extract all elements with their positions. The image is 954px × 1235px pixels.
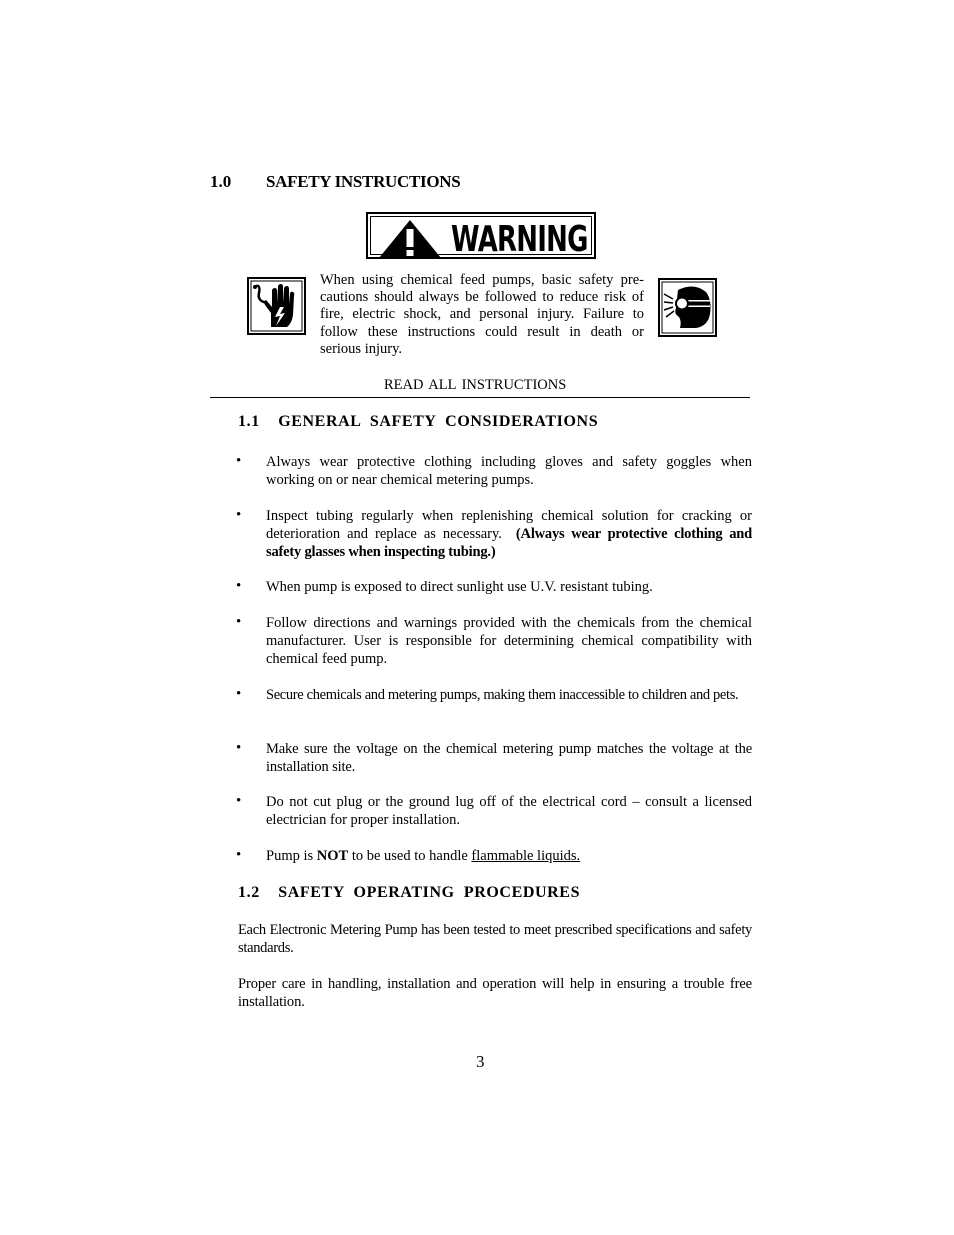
list-item — [236, 507, 752, 561]
operating-paragraph: Each Electronic Metering Pump has been tested to meet prescribed specifications and safety standards. — [238, 922, 752, 956]
bullet-icon: • — [236, 453, 242, 469]
list-item — [236, 847, 752, 865]
bullet-text: Always wear protective clothing including gloves and safety goggles when working on or near chemical metering pumps. — [266, 454, 752, 488]
page-number: 3 — [476, 1052, 485, 1071]
exclamation-triangle-icon — [377, 219, 443, 259]
bullet-text-underline: flammable liquids. — [471, 848, 581, 864]
list-item — [236, 793, 752, 829]
general-heading: 1.1 GENERAL SAFETY CONSIDERATIONS — [238, 413, 599, 430]
horizontal-rule — [210, 397, 750, 398]
bullet-text-pre: Pump is — [266, 848, 314, 864]
list-item — [236, 453, 752, 489]
warning-label: WARNING — [451, 219, 588, 260]
bullet-text: Do not cut plug or the ground lug off of the electrical cord – consult a licensed electrician for proper installation. — [266, 794, 752, 828]
list-item — [236, 578, 752, 596]
bullet-icon: • — [236, 686, 242, 702]
bullet-icon: • — [236, 740, 242, 756]
warning-banner — [366, 212, 596, 259]
bullet-text — [266, 847, 752, 865]
bullet-icon: • — [236, 847, 242, 863]
bullet-text: Make sure the voltage on the chemical metering pump matches the voltage at the installation site. — [266, 741, 752, 775]
bullet-icon: • — [236, 793, 242, 809]
section-number: 1.0 — [210, 172, 232, 191]
bullet-icon: • — [236, 578, 242, 594]
list-item — [236, 614, 752, 668]
electric-shock-hand-icon — [247, 277, 306, 335]
warning-text: When using chemical feed pumps, basic safety pre- cautions should always be followed to reduce risk of fire, electric shock, and personal injury. Failure to follow these instructions could result in death or serious injury. — [320, 272, 644, 357]
bullet-text: Secure chemicals and metering pumps, making them inaccessible to children and pets. — [266, 687, 739, 703]
bullet-text-bold: (Always wear protective clothing and safety glasses when inspecting tubing.) — [266, 526, 753, 560]
operating-paragraph: Proper care in handling, installation and operation will help in ensuring a trouble free installation. — [238, 976, 752, 1010]
safety-goggles-icon — [658, 278, 717, 337]
bullet-text-plain: Inspect tubing regularly when replenishing chemical solution for cracking or deterioration and replace as necessary. — [266, 508, 752, 542]
list-item — [236, 740, 752, 776]
operating-heading: 1.2 SAFETY OPERATING PROCEDURES — [238, 884, 581, 901]
bullet-icon: • — [236, 507, 242, 523]
read-all-instructions: READ ALL INSTRUCTIONS — [384, 377, 567, 393]
list-item — [236, 686, 752, 722]
section-title: SAFETY INSTRUCTIONS — [266, 172, 461, 191]
bullet-text-mid: to be used to handle — [351, 848, 468, 864]
bullet-text-bold: NOT — [316, 848, 349, 864]
bullet-icon: • — [236, 614, 242, 630]
bullet-text: Follow directions and warnings provided with the chemicals from the chemical manufacturer. User is responsible for determining chemical compatibility with chemical feed pump. — [266, 615, 752, 667]
bullet-text: When pump is exposed to direct sunlight use U.V. resistant tubing. — [266, 579, 653, 595]
bullet-text — [266, 507, 752, 561]
